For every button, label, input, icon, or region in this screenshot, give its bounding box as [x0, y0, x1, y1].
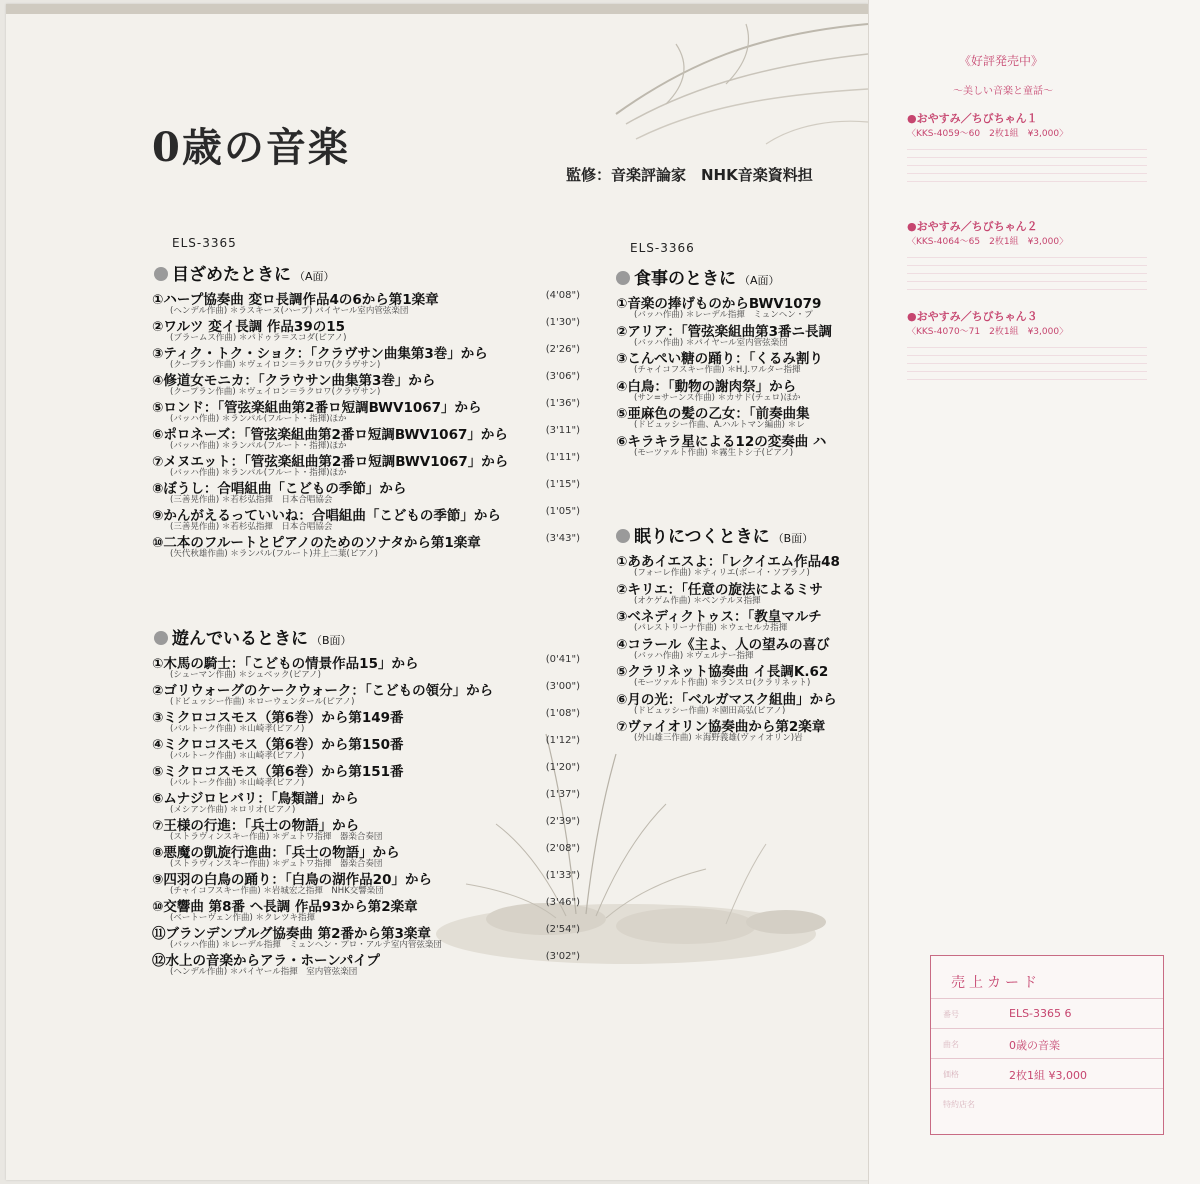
track-title: ②キリエ：「任意の旋法によるミサ — [616, 581, 823, 598]
promo-item-1-description — [907, 142, 1147, 186]
track-credits: (モーツァルト作曲) ＊霧生トシ子(ピアノ) — [634, 447, 794, 458]
track-title: ⑧悪魔の凱旋行進曲：「兵士の物語」から — [152, 845, 400, 861]
track-title: ⑤ミクロコスモス（第6巻）から第151番 — [152, 764, 404, 780]
track-clip-meal — [616, 292, 848, 482]
track-credits: (バッハ作曲) ＊パイヤール室内管弦楽団 — [634, 337, 788, 348]
track-title: ⑨四羽の白鳥の踊り：「白鳥の湖作品20」から — [152, 872, 432, 888]
track-credits: (シューマン作曲) ＊シュベック(ピアノ) — [170, 670, 321, 680]
track-title: ⑧ぼうし：合唱組曲「こどもの季節」から — [152, 481, 407, 497]
track-duration: (3'43") — [545, 533, 580, 544]
track-credits: (パレストリーナ作曲) ＊ウェセルカ指揮 — [634, 623, 788, 633]
track-credits: (三善晃作曲) ＊若杉弘指揮 日本合唱協会 — [170, 522, 333, 532]
track-duration: (2'54") — [545, 924, 580, 935]
track-credits: (バッハ作曲) ＊ランパル(フルート・指揮)ほか — [170, 468, 347, 478]
track-credits: (バッハ作曲) ＊レーデル指揮 ミュンヘン・プロ・アルテ室内管弦楽団 — [170, 940, 442, 950]
track-row — [152, 288, 580, 316]
catalog-number-left: ELS-3365 — [172, 236, 237, 250]
sales-card-row — [931, 998, 1163, 1029]
track-credits: (クープラン作曲) ＊ヴェイロン＝ラクロワ(クラヴサン) — [170, 387, 381, 397]
track-duration: (1'08") — [545, 708, 580, 719]
sales-card-row — [931, 1088, 1163, 1135]
track-title: ⑤ロンド：「管弦楽組曲第2番ロ短調BWV1067」から — [152, 400, 482, 416]
section-title: 遊んでいるときに — [172, 629, 308, 649]
track-title: ⑤亜麻色の髪の乙女：「前奏曲集 — [616, 406, 810, 422]
section-heading-wakeup — [154, 260, 335, 285]
track-credits: (モーツァルト作曲) ＊ランスロ(クラリネット) — [634, 678, 811, 688]
track-row — [152, 787, 580, 815]
bullet-icon — [616, 529, 630, 543]
catalog-number-right: ELS-3366 — [630, 241, 695, 255]
track-credits: (ストラヴィンスキー作曲) ＊デュトワ指揮 器楽合奏団 — [170, 832, 383, 842]
track-credits: (ベートーヴェン作曲) ＊クレツキ指揮 — [170, 913, 315, 923]
album-back-cover — [6, 4, 868, 1180]
promo-item-3-description — [907, 340, 1147, 384]
promo-item-2-description — [907, 250, 1147, 294]
track-title: ③こんぺい糖の踊り：「くるみ割り — [616, 351, 823, 367]
side-label: （A面） — [739, 274, 780, 287]
section-title: 食事のときに — [634, 269, 736, 289]
track-row — [152, 450, 580, 478]
sales-card-row — [931, 1058, 1163, 1089]
track-row — [152, 423, 580, 451]
track-row — [152, 706, 580, 734]
sales-card — [930, 955, 1164, 1135]
track-credits: (メシアン作曲) ＊ロリオ(ピアノ) — [170, 805, 296, 815]
track-title: ⑦ヴァイオリン協奏曲から第2楽章 — [616, 719, 826, 735]
track-duration: (2'39") — [545, 816, 580, 827]
side-label: （A面） — [294, 270, 335, 283]
track-credits: (矢代秋雄作曲) ＊ランパル(フルート)井上二葉(ピアノ) — [170, 549, 378, 559]
track-row — [152, 477, 580, 505]
track-credits: (三善晃作曲) ＊若杉弘指揮 日本合唱協会 — [170, 495, 333, 505]
track-credits: (外山雄三作曲) ＊海野義雄(ヴァイオリン)岩 — [634, 733, 803, 743]
section-heading-meal — [616, 264, 780, 289]
track-title: ④ミクロコスモス（第6巻）から第150番 — [152, 737, 404, 753]
sales-card-label: 曲名 — [943, 1040, 959, 1049]
promo-item-2-catalog: 〈KKS-4064～65 2枚1組 ¥3,000〉 — [907, 237, 1069, 247]
section-heading-play — [154, 624, 352, 649]
track-duration: (1'36") — [545, 398, 580, 409]
bullet-icon — [616, 271, 630, 285]
track-credits: (ブラームス作曲) ＊パドゥラ＝スコダ(ピアノ) — [170, 333, 347, 343]
track-list-play — [152, 652, 580, 977]
track-title: ③ミクロコスモス（第6巻）から第149番 — [152, 710, 404, 726]
sales-card-title: 売上カード — [951, 975, 1041, 991]
track-title: ②アリア：「管弦楽組曲第3番ニ長調 — [616, 323, 833, 340]
track-row — [152, 369, 580, 397]
track-credits: (フォーレ作曲) ＊ティリエ(ボーイ・ソプラノ) — [634, 568, 810, 578]
track-credits: (ドビュッシー作曲) ＊ローウェンタール(ピアノ) — [170, 697, 355, 707]
sales-card-label: 価格 — [943, 1070, 959, 1079]
track-credits: (ストラヴィンスキー作曲) ＊デュトワ指揮 器楽合奏団 — [170, 859, 383, 869]
track-row — [152, 504, 580, 532]
promo-item-3-catalog: 〈KKS-4070～71 2枚1組 ¥3,000〉 — [907, 327, 1069, 337]
track-title: ⑥キラキラ星による12の変奏曲 ハ — [616, 433, 827, 450]
sales-card-value: ELS-3365 6 — [1009, 1007, 1072, 1020]
track-title: ④コラール《主よ、人の望みの喜び — [616, 636, 830, 653]
bullet-icon — [154, 631, 168, 645]
track-credits: (バッハ作曲) ＊レーデル指揮 ミュンヘン・プ — [634, 310, 813, 320]
track-duration: (1'11") — [545, 452, 580, 463]
promo-item-2-title: ●おやすみ／ちびちゃん２ — [907, 220, 1038, 233]
track-duration: (3'02") — [545, 951, 580, 962]
sales-card-label: 番号 — [943, 1010, 959, 1019]
track-credits: (チャイコフスキー作曲) ＊H.J.ワルター指揮 — [634, 365, 801, 375]
track-title: ⑦王様の行進：「兵士の物語」から — [152, 818, 360, 834]
section-title: 目ざめたときに — [172, 265, 291, 285]
track-title: ②ゴリウォーグのケークウォーク：「こどもの領分」から — [152, 683, 494, 699]
supervisor-credit: 監修：音楽評論家 NHK音楽資料担 — [566, 166, 813, 184]
track-row — [152, 760, 580, 788]
side-label: （B面） — [311, 634, 352, 647]
track-duration: (0'41") — [545, 654, 580, 665]
promo-item-1-title: ●おやすみ／ちびちゃん１ — [907, 112, 1038, 125]
bullet-icon — [154, 267, 168, 281]
track-row — [152, 733, 580, 761]
sales-card-value: 0歳の音楽 — [1009, 1039, 1060, 1052]
promo-item-3-title: ●おやすみ／ちびちゃん３ — [907, 310, 1038, 323]
track-title: ⑩二本のフルートとピアノのためのソナタから第1楽章 — [152, 535, 481, 551]
track-row — [152, 679, 580, 707]
track-credits: (サン=サーンス作曲) ＊カサド(チェロ)ほか — [634, 392, 801, 403]
track-row — [152, 841, 580, 869]
track-credits: (ドビュッシー作曲、A.ハルトマン編曲) ＊レ — [634, 420, 805, 430]
track-row — [152, 868, 580, 896]
track-title: ③ティク・トク・ショク：「クラヴサン曲集第3巻」から — [152, 346, 488, 362]
track-row — [152, 922, 580, 950]
promo-subheader: ～美しい音楽と童話～ — [953, 86, 1053, 97]
track-credits: (チャイコフスキー作曲) ＊岩城宏之指揮 NHK交響楽団 — [170, 886, 384, 896]
track-title: ④修道女モニカ：「クラウサン曲集第3巻」から — [152, 373, 436, 389]
track-row — [152, 814, 580, 842]
album-title: 0歳の音楽 — [152, 124, 350, 171]
track-credits: (ヘンデル作曲) ＊パイヤール指揮 室内管弦楽団 — [170, 967, 358, 977]
track-title: ⑪ブランデンブルグ協奏曲 第2番から第3楽章 — [152, 926, 431, 942]
track-credits: (バルトーク作曲) ＊山崎孝(ピアノ) — [170, 724, 305, 734]
track-credits: (バッハ作曲) ＊ランパル(フルート・指揮)ほか — [170, 414, 347, 424]
track-title: ④白鳥：「動物の謝肉祭」から — [616, 378, 797, 395]
track-title: ⑫水上の音楽からアラ・ホーンパイプ — [152, 953, 380, 969]
track-row — [152, 949, 580, 977]
track-title: ⑥ムナジロヒバリ：「鳥類譜」から — [152, 791, 359, 807]
track-duration: (3'06") — [545, 371, 580, 382]
track-clip-sleep — [616, 550, 848, 750]
track-credits: (ヘンデル作曲) ＊ラスキーヌ(ハープ) パイヤール室内管弦楽団 — [170, 306, 409, 316]
promo-header: 《好評発売中》 — [959, 54, 1044, 68]
track-title: ①ああイエスよ：「レクイエム作品48 — [616, 554, 840, 570]
track-credits: (オケゲム作曲) ＊ベンテルヌ指揮 — [634, 595, 761, 606]
track-duration: (1'12") — [545, 735, 580, 746]
track-duration: (2'08") — [545, 843, 580, 854]
track-credits: (バルトーク作曲) ＊山崎孝(ピアノ) — [170, 751, 305, 761]
track-credits: (バッハ作曲) ＊ランパル(フルート・指揮)ほか — [170, 441, 347, 451]
track-duration: (1'30") — [545, 317, 580, 328]
sales-card-label: 特約店名 — [943, 1100, 975, 1109]
promo-item-1-catalog: 〈KKS-4059～60 2枚1組 ¥3,000〉 — [907, 129, 1069, 139]
track-title: ⑨かんがえるっていいね：合唱組曲「こどもの季節」から — [152, 508, 501, 524]
track-credits: (バッハ作曲) ＊ヴェルナー指揮 — [634, 650, 754, 661]
section-heading-sleep — [616, 522, 813, 547]
track-row — [152, 315, 580, 343]
section-title: 眠りにつくときに — [634, 527, 770, 547]
track-duration: (4'08") — [545, 290, 580, 301]
track-row — [152, 342, 580, 370]
track-duration: (3'00") — [545, 681, 580, 692]
track-row — [152, 652, 580, 680]
track-list-wakeup — [152, 288, 580, 559]
track-duration: (1'20") — [545, 762, 580, 773]
track-title: ③ベネディクトゥス：「教皇マルチ — [616, 609, 822, 625]
track-duration: (1'05") — [545, 506, 580, 517]
track-title: ②ワルツ 変イ長調 作品39の15 — [152, 319, 345, 335]
track-row — [152, 895, 580, 923]
track-title: ①木馬の騎士：「こどもの情景作品15」から — [152, 656, 419, 672]
track-row — [152, 531, 580, 559]
track-title: ①ハープ協奏曲 変ロ長調作品4の6から第1楽章 — [152, 292, 439, 308]
track-credits: (バルトーク作曲) ＊山崎孝(ピアノ) — [170, 778, 305, 788]
sales-card-row — [931, 1028, 1163, 1059]
side-label: （B面） — [772, 532, 814, 545]
sales-card-value: 2枚1組 ¥3,000 — [1009, 1069, 1087, 1082]
track-duration: (1'33") — [545, 870, 580, 881]
track-title: ⑩交響曲 第8番 ヘ長調 作品93から第2楽章 — [152, 899, 418, 915]
track-duration: (3'11") — [545, 425, 580, 436]
track-title: ⑦メヌエット：「管弦楽組曲第2番ロ短調BWV1067」から — [152, 454, 509, 470]
track-title: ⑥月の光：「ベルガマスク組曲」から — [616, 691, 837, 708]
track-duration: (3'46") — [545, 897, 580, 908]
track-duration: (1'37") — [545, 789, 580, 800]
track-duration: (1'15") — [545, 479, 580, 490]
track-duration: (2'26") — [545, 344, 580, 355]
track-row — [152, 396, 580, 424]
track-credits: (ドビュッシー作曲) ＊園田高弘(ピアノ) — [634, 705, 786, 716]
track-title: ⑤クラリネット協奏曲 イ長調K.62 — [616, 664, 829, 680]
track-title: ⑥ポロネーズ：「管弦楽組曲第2番ロ短調BWV1067」から — [152, 427, 508, 443]
track-credits: (クープラン作曲) ＊ヴェイロン＝ラクロワ(クラヴサン) — [170, 360, 381, 370]
track-title: ①音楽の捧げものからBWV1079 — [616, 296, 822, 312]
